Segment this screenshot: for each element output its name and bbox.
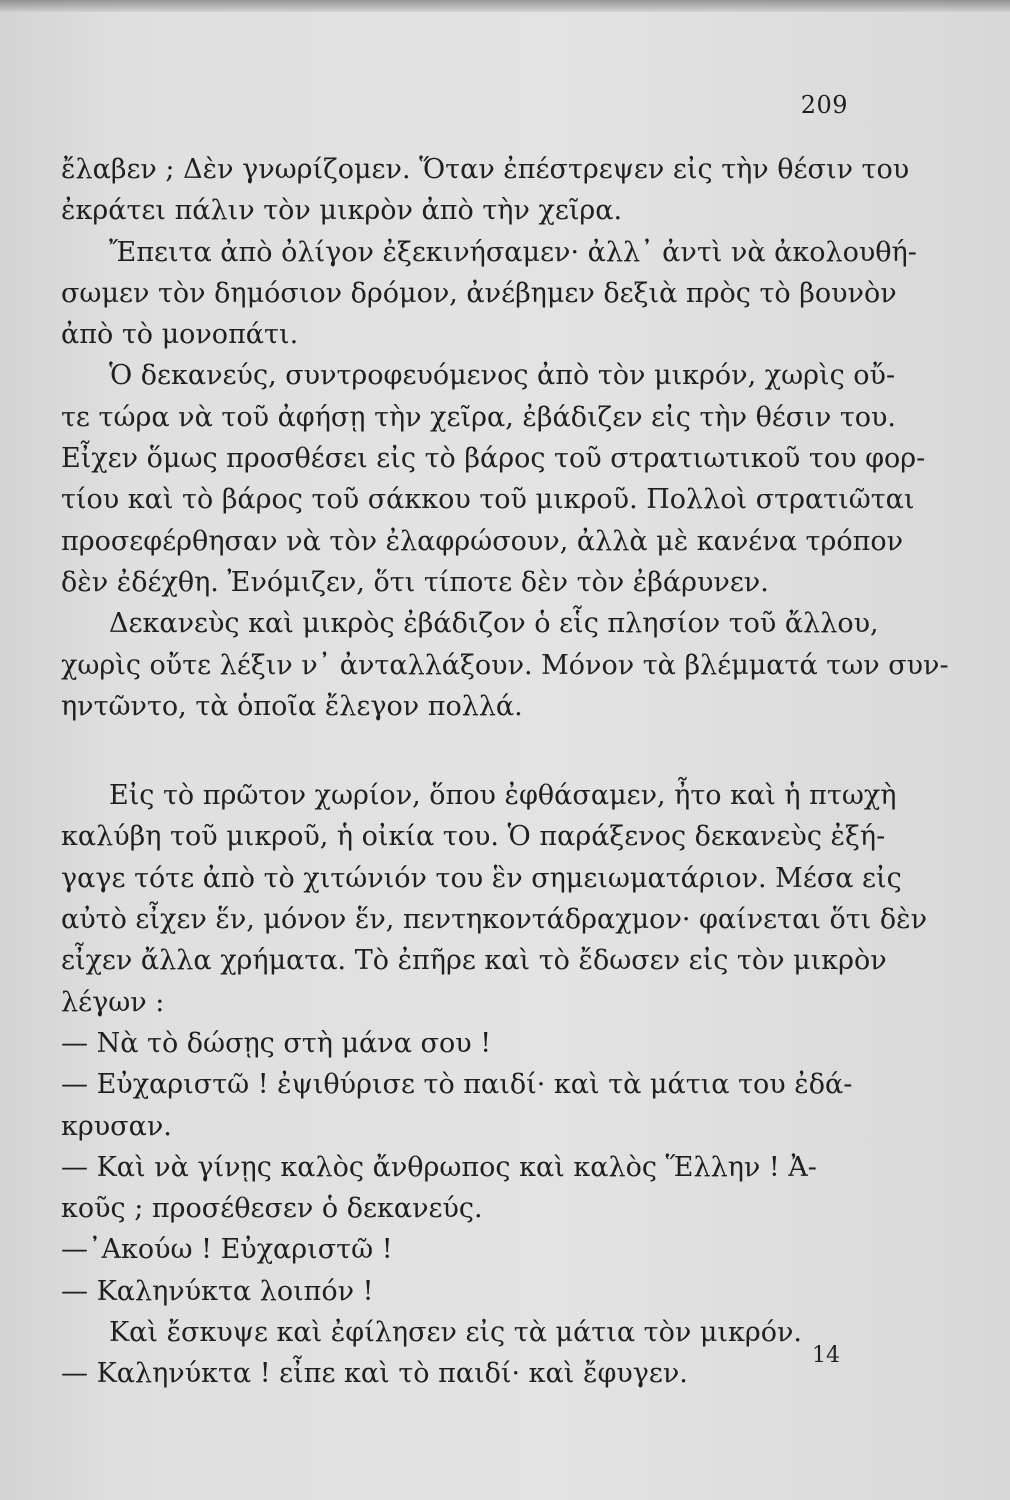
- text-line: —᾿Ακούω ! Εὐχαριστῶ !: [61, 1234, 393, 1266]
- text-line: — Καληνύκτα λοιπόν !: [61, 1275, 374, 1307]
- text-line: Ἔπειτα ἀπὸ ὀλίγον ἐξεκινήσαμεν· ἀλλ᾿ ἀντὶ νὰ ἀκολουθή-: [109, 236, 917, 268]
- text-line: Δεκανεὺς καὶ μικρὸς ἐβάδιζον ὁ εἷς πλησίον τοῦ ἄλλου,: [109, 608, 879, 640]
- text-line: ἔλαβεν ; Δὲν γνωρίζομεν. Ὅταν ἐπέστρεψεν εἰς τὴν θέσιν του: [61, 154, 910, 185]
- text-line: κρυσαν.: [61, 1110, 172, 1142]
- text-line: Καὶ ἔσκυψε καὶ ἐφίλησεν εἰς τὰ μάτια τὸν μικρόν.: [109, 1317, 802, 1349]
- text-line: σωμεν τὸν δημόσιον δρόμον, ἀνέβημεν δεξιὰ πρὸς τὸ βουνὸν: [61, 277, 897, 309]
- text-line: κοῦς ; προσέθεσεν ὁ δεκανεύς.: [61, 1193, 483, 1225]
- text-line: εἶχεν ἄλλα χρήματα. Τὸ ἐπῆρε καὶ τὸ ἔδωσεν εἰς τὸν μικρὸν: [61, 945, 887, 977]
- text-line: — Καληνύκτα ! εἶπε καὶ τὸ παιδί· καὶ ἔφυγεν.: [61, 1358, 688, 1390]
- text-line: γαγε τότε ἀπὸ τὸ χιτώνιόν του ἓν σημειωματάριον. Μέσα εἰς: [61, 862, 902, 894]
- section-spacer: [61, 727, 851, 775]
- text-line: τίου καὶ τὸ βάρος τοῦ σάκκου τοῦ μικροῦ. Πολλοὶ στρατιῶται: [61, 484, 915, 516]
- text-line: Ὁ δεκανεύς, συντροφευόμενος ἀπὸ τὸν μικρόν, χωρὶς οὔ-: [109, 360, 896, 392]
- text-line: ἐκράτει πάλιν τὸν μικρὸν ἀπὸ τὴν χεῖρα.: [61, 195, 623, 227]
- text-line: — Εὐχαριστῶ ! ἐψιθύρισε τὸ παιδί· καὶ τὰ μάτια του ἐδά-: [61, 1069, 853, 1101]
- text-line: Εἰς τὸ πρῶτον χωρίον, ὅπου ἐφθάσαμεν, ἦτο καὶ ἡ πτωχὴ: [109, 780, 897, 812]
- text-line: χωρὶς οὔτε λέξιν ν᾿ ἀνταλλάξουν. Μόνον τὰ βλέμματά των συν-: [61, 649, 949, 681]
- text-line: τε τώρα νὰ τοῦ ἀφήσῃ τὴν χεῖρα, ἐβάδιζεν εἰς τὴν θέσιν του.: [61, 401, 897, 433]
- text-line: — Καὶ νὰ γίνῃς καλὸς ἄνθρωπος καὶ καλὸς Ἕλλην ! Ἀ-: [61, 1151, 817, 1183]
- page-number: 209: [800, 91, 848, 119]
- text-line: ἀπὸ τὸ μονοπάτι.: [61, 319, 299, 351]
- document-text: [61, 149, 949, 1395]
- page-top-shadow: [0, 0, 1010, 12]
- text-line: Εἶχεν ὅμως προσθέσει εἰς τὸ βάρος τοῦ στρατιωτικοῦ του φορ-: [61, 443, 926, 475]
- text-line: — Νὰ τὸ δώσῃς στὴ μάνα σου !: [61, 1027, 492, 1059]
- text-line: λέγων :: [61, 986, 165, 1018]
- text-line: καλύβη τοῦ μικροῦ, ἡ οἰκία του. Ὁ παράξενος δεκανεὺς ἐξή-: [61, 821, 886, 853]
- text-line: δὲν ἐδέχθη. Ἐνόμιζεν, ὅτι τίποτε δὲν τὸν ἐβάρυνεν.: [61, 566, 769, 598]
- text-line: προσεφέρθησαν νὰ τὸν ἐλαφρώσουν, ἀλλὰ μὲ κανένα τρόπον: [61, 525, 903, 557]
- signature-mark: 14: [812, 1343, 840, 1368]
- text-line: ηντῶντο, τὰ ὁποῖα ἔλεγον πολλά.: [61, 690, 523, 722]
- text-line: αὐτὸ εἶχεν ἕν, μόνον ἕν, πεντηκοντάδραχμον· φαίνεται ὅτι δὲν: [61, 904, 928, 936]
